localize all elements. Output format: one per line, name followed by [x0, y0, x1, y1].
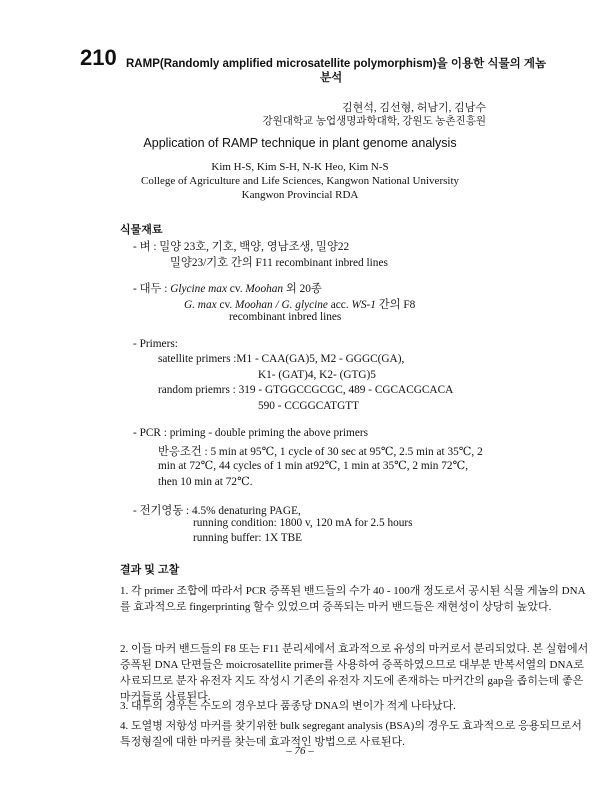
text-span: 간의 F8: [375, 299, 416, 311]
text-span: cv.: [226, 283, 246, 295]
title-korean-line1: RAMP(Randomly amplified microsatellite polymorphism)을 이용한 식물의 게놈: [126, 58, 547, 70]
title-korean-line2: 분석: [320, 72, 343, 84]
primers-line3: random priemrs : 319 - GTGGCCGCGC, 489 - CGCACGCACA: [158, 384, 454, 396]
pcr-line4: then 10 min at 72℃.: [158, 476, 253, 488]
species-name: G. max: [184, 299, 217, 311]
affiliation-korean: 강원대학교 농업생명과학대학, 강원도 농촌진흥원: [262, 116, 486, 127]
cross-name: Moohan / G. glycine: [235, 299, 328, 311]
pcr-line2: 반응조건 : 5 min at 95℃, 1 cycle of 30 sec at 95℃, 2.5 min at 35℃, 2: [158, 446, 483, 458]
affiliation-english-1: College of Agriculture and Life Sciences, Kangwon National University: [141, 175, 459, 187]
authors-english: Kim H-S, Kim S-H, N-K Heo, Kim N-S: [211, 161, 389, 173]
primers-line1: satellite primers :M1 - CAA(GA)5, M2 - GGGC(GA),: [158, 353, 405, 365]
results-paragraph-2: 2. 이들 마커 밴드들의 F8 또는 F11 분리세에서 효과적으로 유성의 마커로서 분리되었다. 본 실험에서 증폭된 DNA 단편들은 moicrosatellite primer를 사용하여 증폭하였으므로 대부분 반복서열의 DNA로 사료되므로 분자 유전자 지도 작성시 기존의 유전자 지도에 존재하는 마커간의 gap을 좁히는데 좋은 마커들로 사료된다.: [120, 643, 589, 703]
primers-heading: - Primers:: [133, 338, 178, 350]
text-span: cv.: [216, 299, 236, 311]
section-heading-materials: 식물재료: [120, 224, 163, 236]
accession-name: WS-1: [351, 299, 376, 311]
species-name: Glycine max: [170, 283, 227, 295]
pcr-line3: min at 72℃, 44 cycles of 1 min at92℃, 1 min at 35℃, 2 min 72℃,: [158, 460, 469, 472]
abstract-number: 210: [80, 45, 117, 70]
results-paragraph-1: 1. 각 primer 조합에 따라서 PCR 증폭된 밴드들의 수가 40 - 100개 정도로서 공시된 식물 게놈의 DNA를 효과적으로 fingerprinting 할수 있었으며 증폭되는 마커 밴드들은 재현성이 상당히 높았다.: [120, 585, 586, 613]
title-english: Application of RAMP technique in plant genome analysis: [143, 136, 457, 150]
results-paragraph-3: 3. 대두의 경우는 수도의 경우보다 품종당 DNA의 변이가 적게 나타났다.: [120, 700, 456, 712]
authors-korean: 김현석, 김선형, 허남기, 김남수: [341, 102, 486, 114]
electrophoresis-line3: running buffer: 1X TBE: [193, 532, 303, 544]
electrophoresis-line2: running condition: 1800 v, 120 mA for 2.5 hours: [193, 517, 413, 529]
text-span: - 대두 :: [133, 283, 171, 295]
text-span: 외 20종: [283, 283, 322, 295]
primers-line2: K1- (GAT)4, K2- (GTG)5: [258, 369, 376, 381]
primers-line4: 590 - CCGGCATGTT: [258, 400, 360, 412]
materials-soybean-line2: [184, 296, 415, 312]
affiliation-english-2: Kangwon Provincial RDA: [241, 189, 359, 201]
materials-soybean-line1: [133, 280, 322, 296]
text-span: acc.: [327, 299, 352, 311]
materials-soybean-line3: recombinant inbred lines: [229, 311, 342, 323]
materials-rice-line2: 밀양23/기호 간의 F11 recombinant inbred lines: [170, 257, 388, 269]
section-heading-results: 결과 및 고찰: [120, 564, 180, 576]
cultivar-name: Moohan: [245, 283, 284, 295]
page-number: – 76 –: [286, 745, 314, 757]
results-paragraph-4: 4. 도열병 저항성 마커를 찾기위한 bulk segregant analysis (BSA)의 경우도 효과적으로 응용되므로서 특정형질에 대한 마커를 찾는데 효과적인 방법으로 사료된다.: [120, 720, 582, 748]
materials-rice-line1: - 벼 : 밀양 23호, 기호, 백양, 영남조생, 밀양22: [133, 241, 350, 253]
pcr-line1: - PCR : priming - double priming the above primers: [133, 427, 369, 439]
electrophoresis-line1: - 전기영동 : 4.5% denaturing PAGE,: [133, 505, 301, 517]
